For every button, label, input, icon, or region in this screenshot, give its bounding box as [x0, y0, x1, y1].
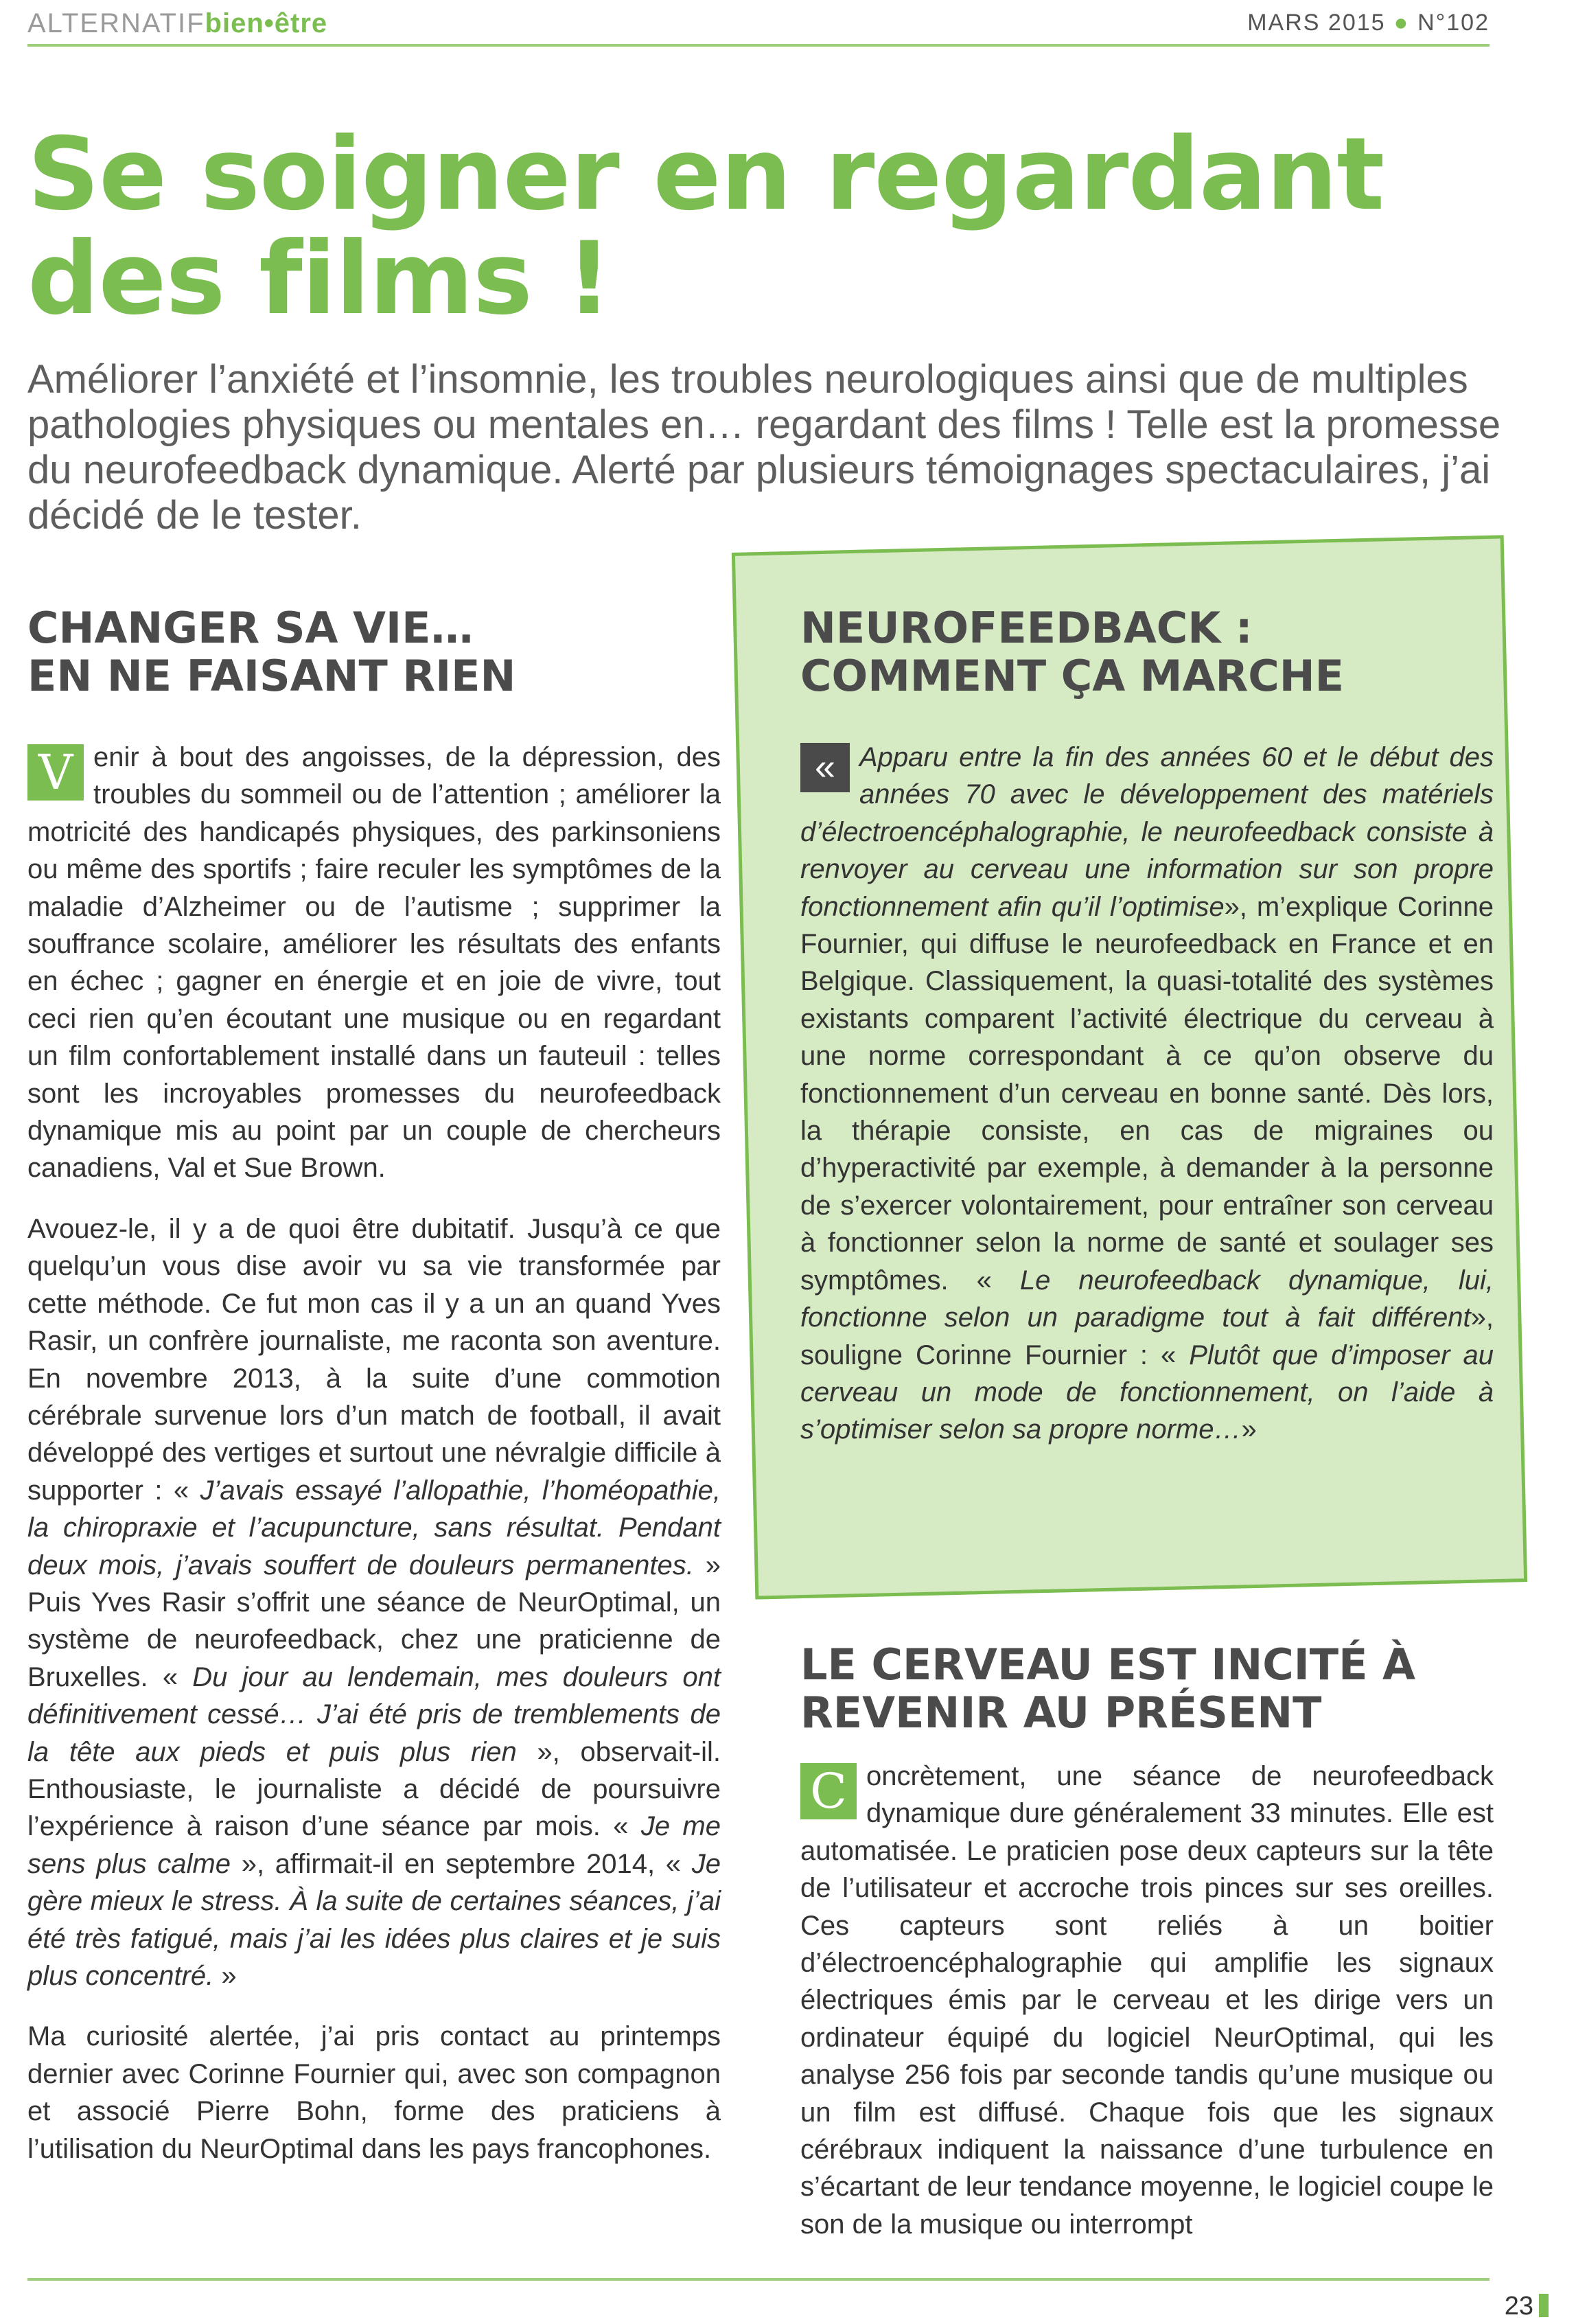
quote-text: Du jour au lendemain, mes douleurs ont définitivement cessé… J’ai été pris de tremblements de la tête aux pieds et puis plus rien: [27, 1661, 721, 1767]
section-heading-line: EN NE FAISANT RIEN: [27, 651, 516, 701]
magazine-logo: [27, 8, 327, 39]
quote-text: Je gère mieux le stress. À la suite de certaines séances, j’ai été très fatigué, mais j’ai les idées plus claires et je suis plus concentré.: [27, 1848, 721, 1991]
section-body: [27, 739, 721, 2167]
paragraph: [800, 739, 1494, 1449]
section-heading-line: CHANGER SA VIE…: [27, 603, 474, 653]
section-heading-changer-sa-vie: [27, 604, 721, 700]
brand-name-part1: ALTERNATIF: [27, 8, 205, 38]
right-column-lower: [800, 1641, 1494, 2266]
issue-number: N°102: [1417, 10, 1490, 36]
page-header: [27, 5, 1490, 41]
box-body: [800, 739, 1494, 1449]
page-number: [1505, 2292, 1549, 2321]
article-title: Se soigner en regardant des films !: [27, 116, 1384, 337]
quote-text: Je me sens plus calme: [27, 1811, 721, 1879]
paragraph-text: »: [1241, 1414, 1257, 1445]
paragraph-text: oncrètement, une séance de neurofeedback dynamique dure généralement 33 minutes. Elle est automatisée. Le praticien pose deux capteurs sur la tête de l’utilisateur et accroche trois pinces sur ses oreilles. Ces capteurs sont reliés à un boitier d’électroencéphalographie qui amplifie les signaux électriques émis par le cerveau et les dirige vers un ordinateur équipé du logiciel NeurOptimal, qui les analyse 256 fois par seconde tandis qu’une musique ou un film est diffusé. Chaque fois que les signaux cérébraux indiquent la naissance d’une turbulence en s’écartant de leur tendance moyenne, le logiciel coupe le son de la musique ou interrompt: [800, 1761, 1494, 2240]
section-heading-line: REVENIR AU PRÉSENT: [800, 1688, 1322, 1738]
brand-name-part2: bien•être: [205, 8, 328, 38]
left-column: [27, 604, 721, 2191]
section-body: [800, 1758, 1494, 2243]
quote-text: J’avais essayé l’allopathie, l’homéopathie, la chiropraxie et l’acupuncture, sans résultat. Pendant deux mois, j’avais souffert de douleurs permanentes.: [27, 1475, 721, 1580]
quote-mark-icon: «: [800, 743, 850, 792]
paragraph: [27, 1210, 721, 1995]
article-lead: Améliorer l’anxiété et l’insomnie, les troubles neurologiques ainsi que de multiples pathologies physiques ou mentales en… regardant des films ! Telle est la promesse du neurofeedback dynamique. Alerté par plusieurs témoignages spectaculaires, j’ai décidé de le tester.: [27, 357, 1501, 538]
quote-text: Plutôt que d’imposer au cerveau un mode de fonctionnement, on l’aide à s’optimiser selon sa propre norme…: [800, 1339, 1494, 1445]
drop-cap: C: [800, 1763, 857, 1819]
issue-date: MARS 2015: [1247, 10, 1386, 36]
paragraph-text: », affirmait-il en septembre 2014, «: [241, 1848, 682, 1879]
quote-text: Apparu entre la fin des années 60 et le début des années 70 avec le développement des matériels d’électroencéphalographie, le neurofeedback consiste à renvoyer au cerveau une information sur son propre fonctionnement afin qu’il l’optimise: [800, 742, 1494, 922]
paragraph-text: », observait-il. Enthousiaste, le journaliste a décidé de poursuivre l’expérience à raison d’une séance par mois. «: [27, 1736, 721, 1842]
quote-text: Le neurofeedback dynamique, lui, fonctionne selon un paradigme tout à fait différent: [800, 1265, 1494, 1333]
sidebar-box: [800, 604, 1494, 1472]
bullet-separator-icon: ●: [1393, 10, 1410, 36]
page-marker-icon: [1539, 2294, 1549, 2317]
paragraph-text: Avouez-le, il y a de quoi être dubitatif. Jusqu’à ce que quelqu’un vous dise avoir vu sa vie transformée par cette méthode. Ce fut mon cas il y a un an quand Yves Rasir, un confrère journaliste, me raconta son aventure. En novembre 2013, à la suite d’une commotion cérébrale survenue lors d’un match de football, il avait développé des vertiges et surtout une névralgie difficile à supporter : «: [27, 1213, 721, 1506]
paragraph-text: »: [221, 1961, 237, 1991]
section-heading-cerveau: [800, 1641, 1494, 1737]
issue-info: [1247, 10, 1490, 36]
paragraph-text: Ma curiosité alertée, j’ai pris contact au printemps dernier avec Corinne Fournier qui, avec son compagnon et associé Pierre Bohn, forme des praticiens à l’utilisation du NeurOptimal dans les pays francophones.: [27, 2021, 721, 2164]
box-heading-line: NEUROFEEDBACK :: [800, 603, 1253, 653]
paragraph: [800, 1758, 1494, 2243]
paragraph-text: » Puis Yves Rasir s’offrit une séance de NeurOptimal, un système de neurofeedback, chez une praticienne de Bruxelles. «: [27, 1550, 721, 1692]
box-heading: [800, 604, 1494, 700]
paragraph-text: », m’explique Corinne Fournier, qui diffuse le neurofeedback en France et en Belgique. Classiquement, la quasi-totalité des systèmes existants comparent l’activité électrique du cerveau à une norme correspondant à ce qu’on observe du fonctionnement d’un cerveau en bonne santé. Dès lors, la thérapie consiste, en cas de migraines ou d’hyperactivité par exemple, à demander à la personne de s’exercer volontairement, pour entraîner son cerveau à fonctionner selon la norme de santé et soulager ses symptômes. «: [800, 891, 1494, 1296]
paragraph-text: », souligne Corinne Fournier : «: [800, 1302, 1494, 1370]
page-number-text: 23: [1504, 2292, 1533, 2321]
drop-cap: V: [27, 744, 84, 801]
section-heading-line: LE CERVEAU EST INCITÉ À: [800, 1640, 1416, 1690]
header-divider: [27, 44, 1490, 47]
paragraph: [27, 739, 721, 1187]
footer-divider: [27, 2278, 1490, 2281]
paragraph: [27, 2018, 721, 2167]
paragraph-text: enir à bout des angoisses, de la dépression, des troubles du sommeil ou de l’attention ; améliorer la motricité des handicapés physiques, des parkinsoniens ou même des sportifs ; faire reculer les symptômes de la maladie d’Alzheimer ou de l’autisme ; supprimer la souffrance scolaire, améliorer les résultats des enfants en échec ; gagner en énergie et en joie de vivre, tout ceci rien qu’en écoutant une musique ou en regardant un film confortablement installé dans un fauteuil : telles sont les incroyables promesses du neurofeedback dynamique mis au point par un couple de chercheurs canadiens, Val et Sue Brown.: [27, 742, 721, 1184]
box-heading-line: COMMENT ÇA MARCHE: [800, 651, 1344, 701]
